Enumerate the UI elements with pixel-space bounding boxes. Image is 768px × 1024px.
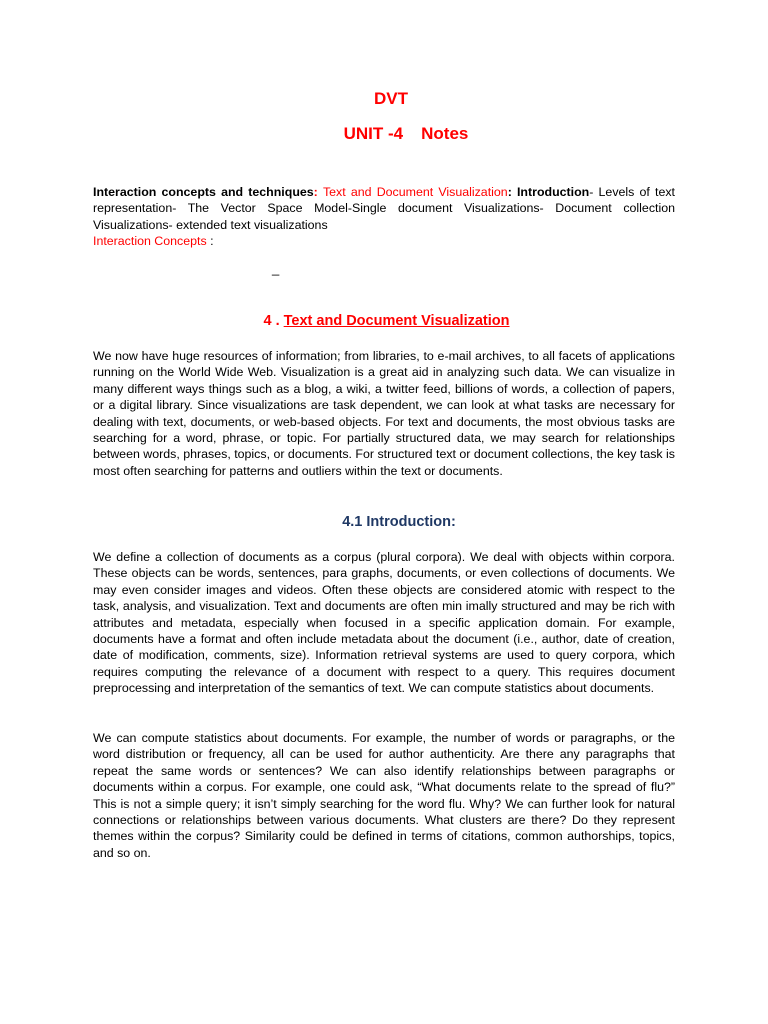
section-title: Text and Document Visualization [283,313,510,329]
stray-dash: _ [272,261,280,276]
syllabus-sep: : [313,185,323,199]
introduction-paragraph-2: We can compute statistics about documents. For example, the number of words or paragraphs, or the word distribution or frequency, all can be used for author authenticity. Are there any paragraphs that repeat the same words or sentences? We can also identify relationships between paragraphs or documents within a corpus. For example, one could ask, “What documents relate to the spread of flu?” This is not a simple query; it isn’t simply searching for the word flu. Why? We can further look for natural connections or relationships between various documents. What clusters are there? Do they represent themes within the corpus? Similarity could be defined in terms of citations, common authorships, topics, and so on. [93,731,675,860]
section-heading [0,313,768,329]
unit-label: UNIT -4 [343,124,404,143]
subsection-heading: 4.1 Introduction: [342,514,456,530]
section-paragraph: We now have huge resources of information; from libraries, to e-mail archives, to all facets of applications running on the World Wide Web. Visualization is a great aid in analyzing such data. We can visualize in many different ways things such as a blog, a wiki, a twitter feed, billions of words, a collection of papers, or a digital library. Since visualizations are task dependent, we can look at what tasks are necessary for dealing with text, documents, or web-based objects. For text and documents, the most obvious tasks are searching for a word, phrase, or topic. For partially structured data, we may search for relationships between words, phrases, topics, or documents. For structured text or document collections, the key task is most often searching for patterns and outliers within the text or documents. [93,349,675,478]
syllabus-lead: Interaction concepts and techniques [93,185,314,199]
section-number: 4 . [263,313,284,329]
introduction-paragraph-1: We define a collection of documents as a corpus (plural corpora). We deal with objects within corpora. These objects can be words, sentences, para graphs, documents, or even collections of documents. We may even consider images and videos. Often these objects are considered atomic with respect to the task, analysis, and visualization. Text and documents are often min imally structured and may be rich with attributes and metadata, especially when focused in a specific application domain. For example, documents have a format and often include metadata about the document (i.e., author, date of creation, date of modification, comments, size). Information retrieval systems are used to query corpora, which requires computing the relevance of a document with respect to a query. This requires document preprocessing and interpretation of the semantics of text. We can compute statistics about documents. [93,550,675,696]
syllabus-summary [93,184,675,250]
syllabus-intro-label: Introduction [516,185,590,199]
document-title: DVT [374,89,408,108]
syllabus-topics: - Levels of text representation- The Vector Space Model-Single document Visualizations- Document collection Visualizations- extended text visualizations [93,185,675,232]
unit-heading [22,124,768,144]
syllabus-sep: : [507,185,517,199]
syllabus-topic: Text and Document Visualization [322,185,508,199]
notes-label: Notes [421,124,469,143]
interaction-concepts-label: Interaction Concepts [93,234,207,249]
interaction-concepts-suffix: : [206,234,214,249]
